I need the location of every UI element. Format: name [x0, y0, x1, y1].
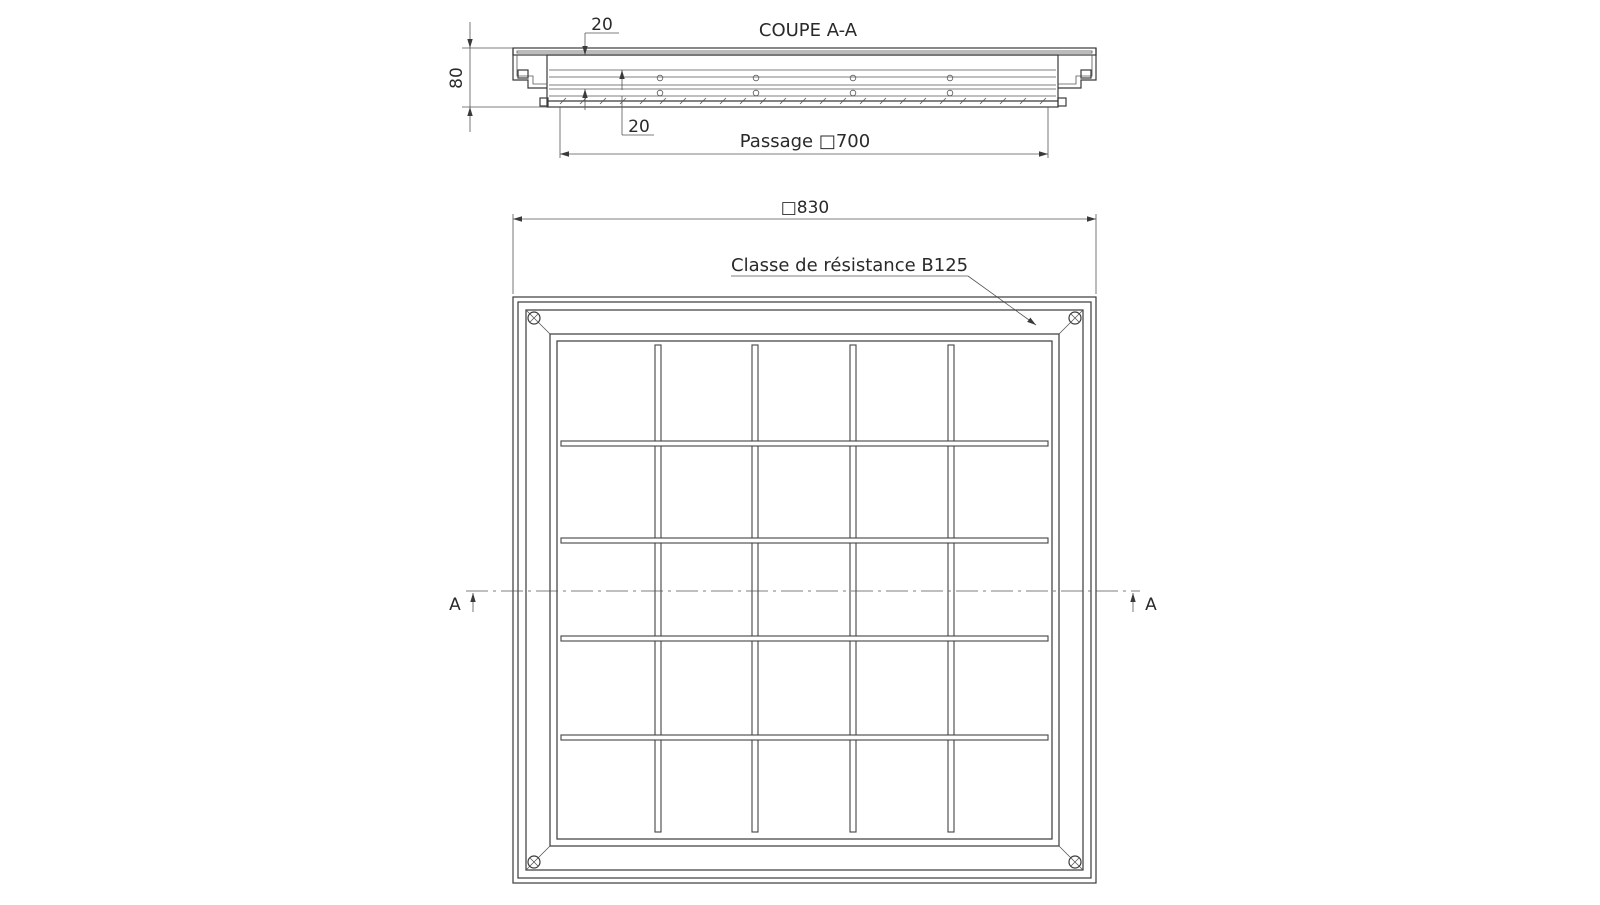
vertical-bar	[948, 345, 954, 832]
bolt-icon	[1069, 856, 1081, 868]
resistance-annotation-label: Classe de résistance B125	[731, 255, 969, 276]
horizontal-bar	[561, 538, 1048, 543]
bolt-icon	[1069, 312, 1081, 324]
corner-bolts	[528, 312, 1081, 868]
grating-horizontal-bars	[561, 441, 1048, 740]
cut-marker-right: A	[1145, 595, 1157, 615]
grating-vertical-bars	[655, 345, 954, 832]
dimension-overall	[513, 198, 1096, 294]
dimension-top-label: 20	[591, 15, 613, 35]
plan-view	[449, 198, 1157, 883]
dimension-height	[447, 22, 547, 132]
dimension-top	[585, 15, 622, 90]
vertical-bar	[850, 345, 856, 832]
bolt-icon	[528, 856, 540, 868]
section-title: COUPE A-A	[758, 20, 858, 41]
horizontal-bar	[561, 441, 1048, 446]
resistance-annotation	[731, 255, 1036, 325]
vertical-bar	[655, 345, 661, 832]
bolt-icon	[528, 312, 540, 324]
vertical-bar	[752, 345, 758, 832]
frame	[513, 297, 1096, 883]
dimension-height-label: 80	[447, 67, 467, 89]
section-profile	[513, 48, 1096, 107]
dimension-passage-label: Passage □700	[739, 131, 871, 152]
section-view	[447, 15, 1096, 158]
cut-marker-left: A	[449, 595, 461, 615]
horizontal-bar	[561, 735, 1048, 740]
dimension-overall-label: □830	[780, 198, 830, 218]
section-cut-line	[449, 591, 1157, 615]
dimension-bottom-label: 20	[628, 117, 650, 137]
horizontal-bar	[561, 636, 1048, 641]
